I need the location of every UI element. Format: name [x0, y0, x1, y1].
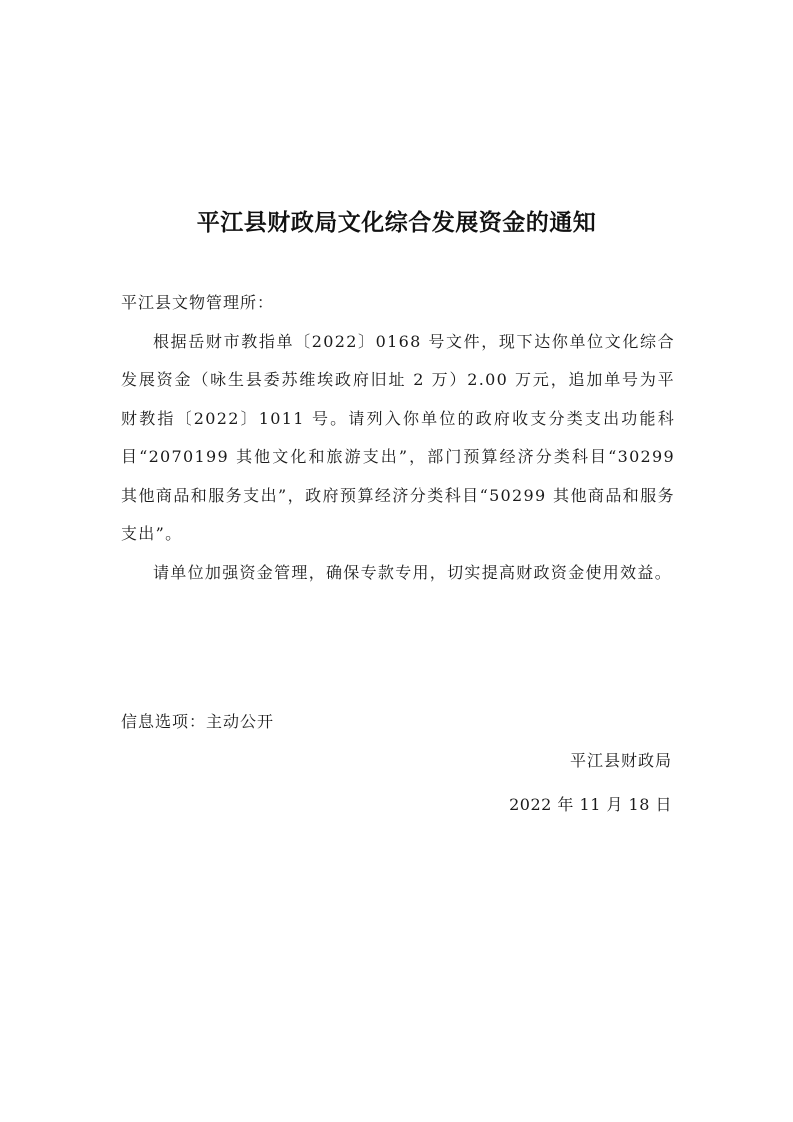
issuing-authority: 平江县财政局 [569, 751, 672, 770]
body-paragraph-allocation: 根据岳财市教指单〔2022〕0168 号文件，现下达你单位文化综合发展资金（咏生县委苏维埃政府旧址 2 万）2.00 万元，追加单号为平财教指〔2022〕1011 号。请列入你单位的政府收支分类支出功能科目“2070199 其他文化和旅游支出”，部门预算经济分类科目“30299 其他商品和服务支出”，政府预算经济分类科目“50299 其他商品和服务支出”。 [121, 331, 675, 543]
addressee: 平江县文物管理所： [121, 293, 275, 312]
issue-date: 2022 年 11 月 18 日 [509, 795, 672, 814]
document-title: 平江县财政局文化综合发展资金的通知 [196, 210, 597, 236]
body-paragraph-management: 请单位加强资金管理，确保专款专用，切实提高财政资金使用效益。 [153, 562, 673, 582]
document-body [121, 284, 675, 592]
info-disclosure-option: 信息选项：主动公开 [121, 712, 275, 731]
